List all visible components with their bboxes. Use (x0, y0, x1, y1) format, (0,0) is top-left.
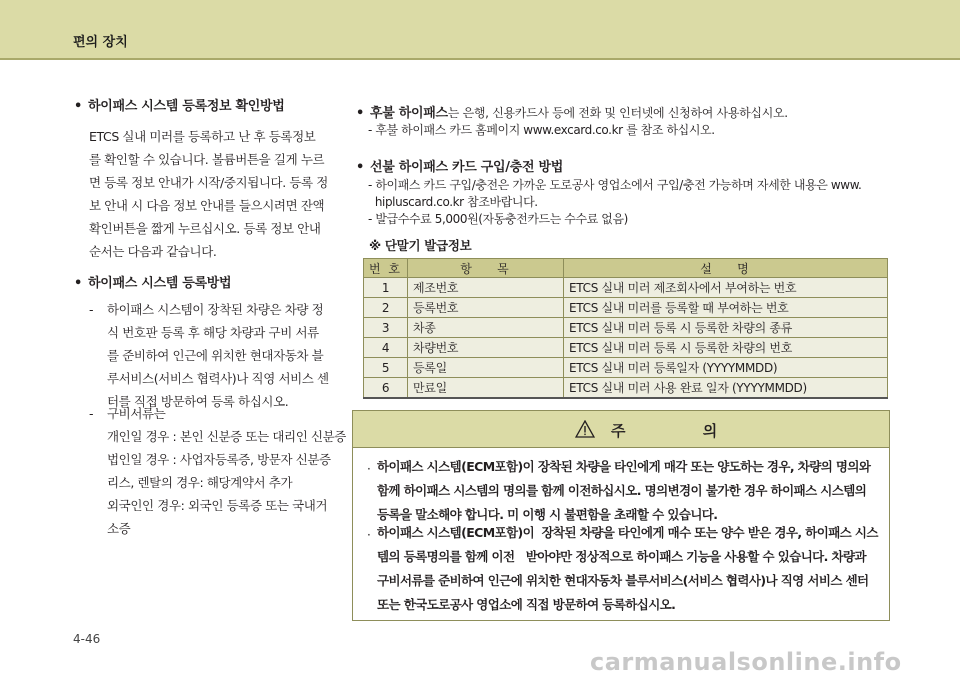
bullet-dot: • (74, 99, 83, 114)
cell-description: ETCS 실내 미러 등록 시 등록한 차량의 종류 (564, 318, 888, 338)
header-bar (0, 0, 960, 58)
bullet-dot: • (356, 106, 365, 121)
left-section1-heading: • 하이패스 시스템 등록정보 확인방법 (74, 99, 285, 114)
right-section1-line: - 후불 하이패스 카드 홈페이지 www.excard.co.kr 를 참조 하십시오. (368, 123, 715, 137)
cell-item: 등록일 (408, 358, 564, 378)
page-number: 4-46 (73, 632, 101, 646)
caution-line: 또는 한국도로공사 영업소에 직접 방문하여 등록하십시오. (377, 597, 676, 612)
bullet-dot: • (74, 276, 83, 291)
text-line: 면 등록 정보 안내가 시작/중지됩니다. 등록 정 (89, 175, 328, 190)
cell-number: 2 (364, 298, 408, 318)
cell-description: ETCS 실내 미러를 등록할 때 부여하는 번호 (564, 298, 888, 318)
text-line: 리스, 렌탈의 경우: 해당계약서 추가 (107, 475, 293, 490)
text-line: ETCS 실내 미러를 등록하고 난 후 등록정보 (89, 129, 316, 144)
device-info-table (363, 258, 888, 399)
text-line: 법인일 경우 : 사업자등록증, 방문자 신분증 (107, 452, 331, 467)
caution-line: 구비서류를 준비하여 인근에 위치한 현대자동차 블루서비스(서비스 협력사)나 직영 서비스 센터 (377, 573, 869, 588)
left-section2-heading: • 하이패스 시스템 등록방법 (74, 276, 232, 291)
dash-marker: - (89, 406, 94, 421)
table-row (364, 378, 888, 399)
page-section-title: 편의 장치 (73, 35, 128, 50)
cell-item: 등록번호 (408, 298, 564, 318)
header-rule (0, 58, 960, 60)
right-section2-heading: • 선불 하이패스 카드 구입/충전 방법 (356, 160, 563, 175)
caution-line: 하이패스 시스템(ECM포함)이 장착된 차량을 타인에게 매수 또는 양수 받은 경우, 하이패스 시스 (377, 525, 878, 540)
watermark: carmanualsonline.info (590, 648, 902, 676)
text-line: 구비서류는 (107, 406, 166, 421)
cell-number: 4 (364, 338, 408, 358)
table-header-row (364, 259, 888, 278)
cell-description: ETCS 실내 미러 등록일자 (YYYYMMDD) (564, 358, 888, 378)
text-line: 보 안내 시 다음 정보 안내를 들으시려면 잔액 (89, 198, 325, 213)
text-line: 외국인인 경우: 외국인 등록증 또는 국내거 (107, 498, 328, 513)
cell-description: ETCS 실내 미러 제조회사에서 부여하는 번호 (564, 278, 888, 298)
text-line: 를 확인할 수 있습니다. 볼륨버튼을 길게 누르 (89, 152, 325, 167)
text-line: 식 번호판 등록 후 해당 차량과 구비 서류 (107, 325, 319, 340)
table-row (364, 278, 888, 298)
text-line: 터를 직접 방문하여 등록 하십시오. (107, 394, 289, 409)
caution-line: 템의 등록명의를 함께 이전 받아야만 정상적으로 하이패스 기능을 사용할 수 있습니다. 차량과 (377, 549, 866, 564)
text-line: 소증 (107, 521, 131, 536)
cell-item: 차량번호 (408, 338, 564, 358)
cell-item: 제조번호 (408, 278, 564, 298)
table-row (364, 358, 888, 378)
text-line: 개인일 경우 : 본인 신분증 또는 대리인 신분증 (107, 429, 346, 444)
col-header-description: 설 명 (564, 259, 888, 278)
right-section1-heading: • 후불 하이패스는 은행, 신용카드사 등에 전화 및 인터넷에 신청하여 사용하십시오. (356, 106, 788, 121)
text-line: 하이패스 시스템이 장착된 차량은 차량 정 (107, 302, 324, 317)
caution-line: 하이패스 시스템(ECM포함)이 장착된 차량을 타인에게 매각 또는 양도하는 경우, 차량의 명의와 (377, 459, 871, 474)
text-line: 루서비스(서비스 협력사)나 직영 서비스 센 (107, 371, 329, 386)
table-row (364, 338, 888, 358)
col-header-item: 항 목 (408, 259, 564, 278)
caution-line: 등록을 말소해야 합니다. 미 이행 시 불편함을 초래할 수 있습니다. (377, 507, 718, 522)
caution-title: 주 의 (611, 422, 754, 440)
left-section1-body (89, 125, 328, 263)
cell-item: 차종 (408, 318, 564, 338)
caution-line: 함께 하이패스 시스템의 명의를 함께 이전하십시오. 명의변경이 불가한 경우 하이패스 시스템의 (377, 483, 867, 498)
text-line: - 하이패스 카드 구입/충전은 가까운 도로공사 영업소에서 구입/충전 가능하며 자세한 내용은 www. (368, 178, 862, 192)
cell-number: 1 (364, 278, 408, 298)
cell-number: 3 (364, 318, 408, 338)
table-title: ※ 단말기 발급정보 (369, 238, 472, 253)
dash-marker: - (89, 302, 94, 317)
warning-triangle-icon (575, 420, 595, 438)
text-line: 순서는 다음과 같습니다. (89, 244, 217, 259)
caution-box (352, 410, 890, 621)
bullet-dot: • (356, 160, 365, 175)
cell-number: 5 (364, 358, 408, 378)
bullet-dot: · (367, 462, 371, 476)
text-line: - 발급수수료 5,000원(자동충전카드는 수수료 없음) (368, 212, 628, 226)
caution-header (353, 411, 889, 448)
left-section2-item2 (107, 402, 346, 540)
bullet-dot: · (367, 528, 371, 542)
left-section2-item1 (107, 298, 329, 413)
col-header-number: 번 호 (364, 259, 408, 278)
text-line: 확인버튼을 짧게 누르십시오. 등록 정보 안내 (89, 221, 321, 236)
table-row (364, 298, 888, 318)
cell-description: ETCS 실내 미러 등록 시 등록한 차량의 번호 (564, 338, 888, 358)
text-line: hipluscard.co.kr 참조바랍니다. (368, 195, 538, 209)
cell-item: 만료일 (408, 378, 564, 399)
text-line: 를 준비하여 인근에 위치한 현대자동차 블 (107, 348, 324, 363)
cell-number: 6 (364, 378, 408, 399)
cell-description: ETCS 실내 미러 사용 완료 일자 (YYYYMMDD) (564, 378, 888, 399)
table-row (364, 318, 888, 338)
